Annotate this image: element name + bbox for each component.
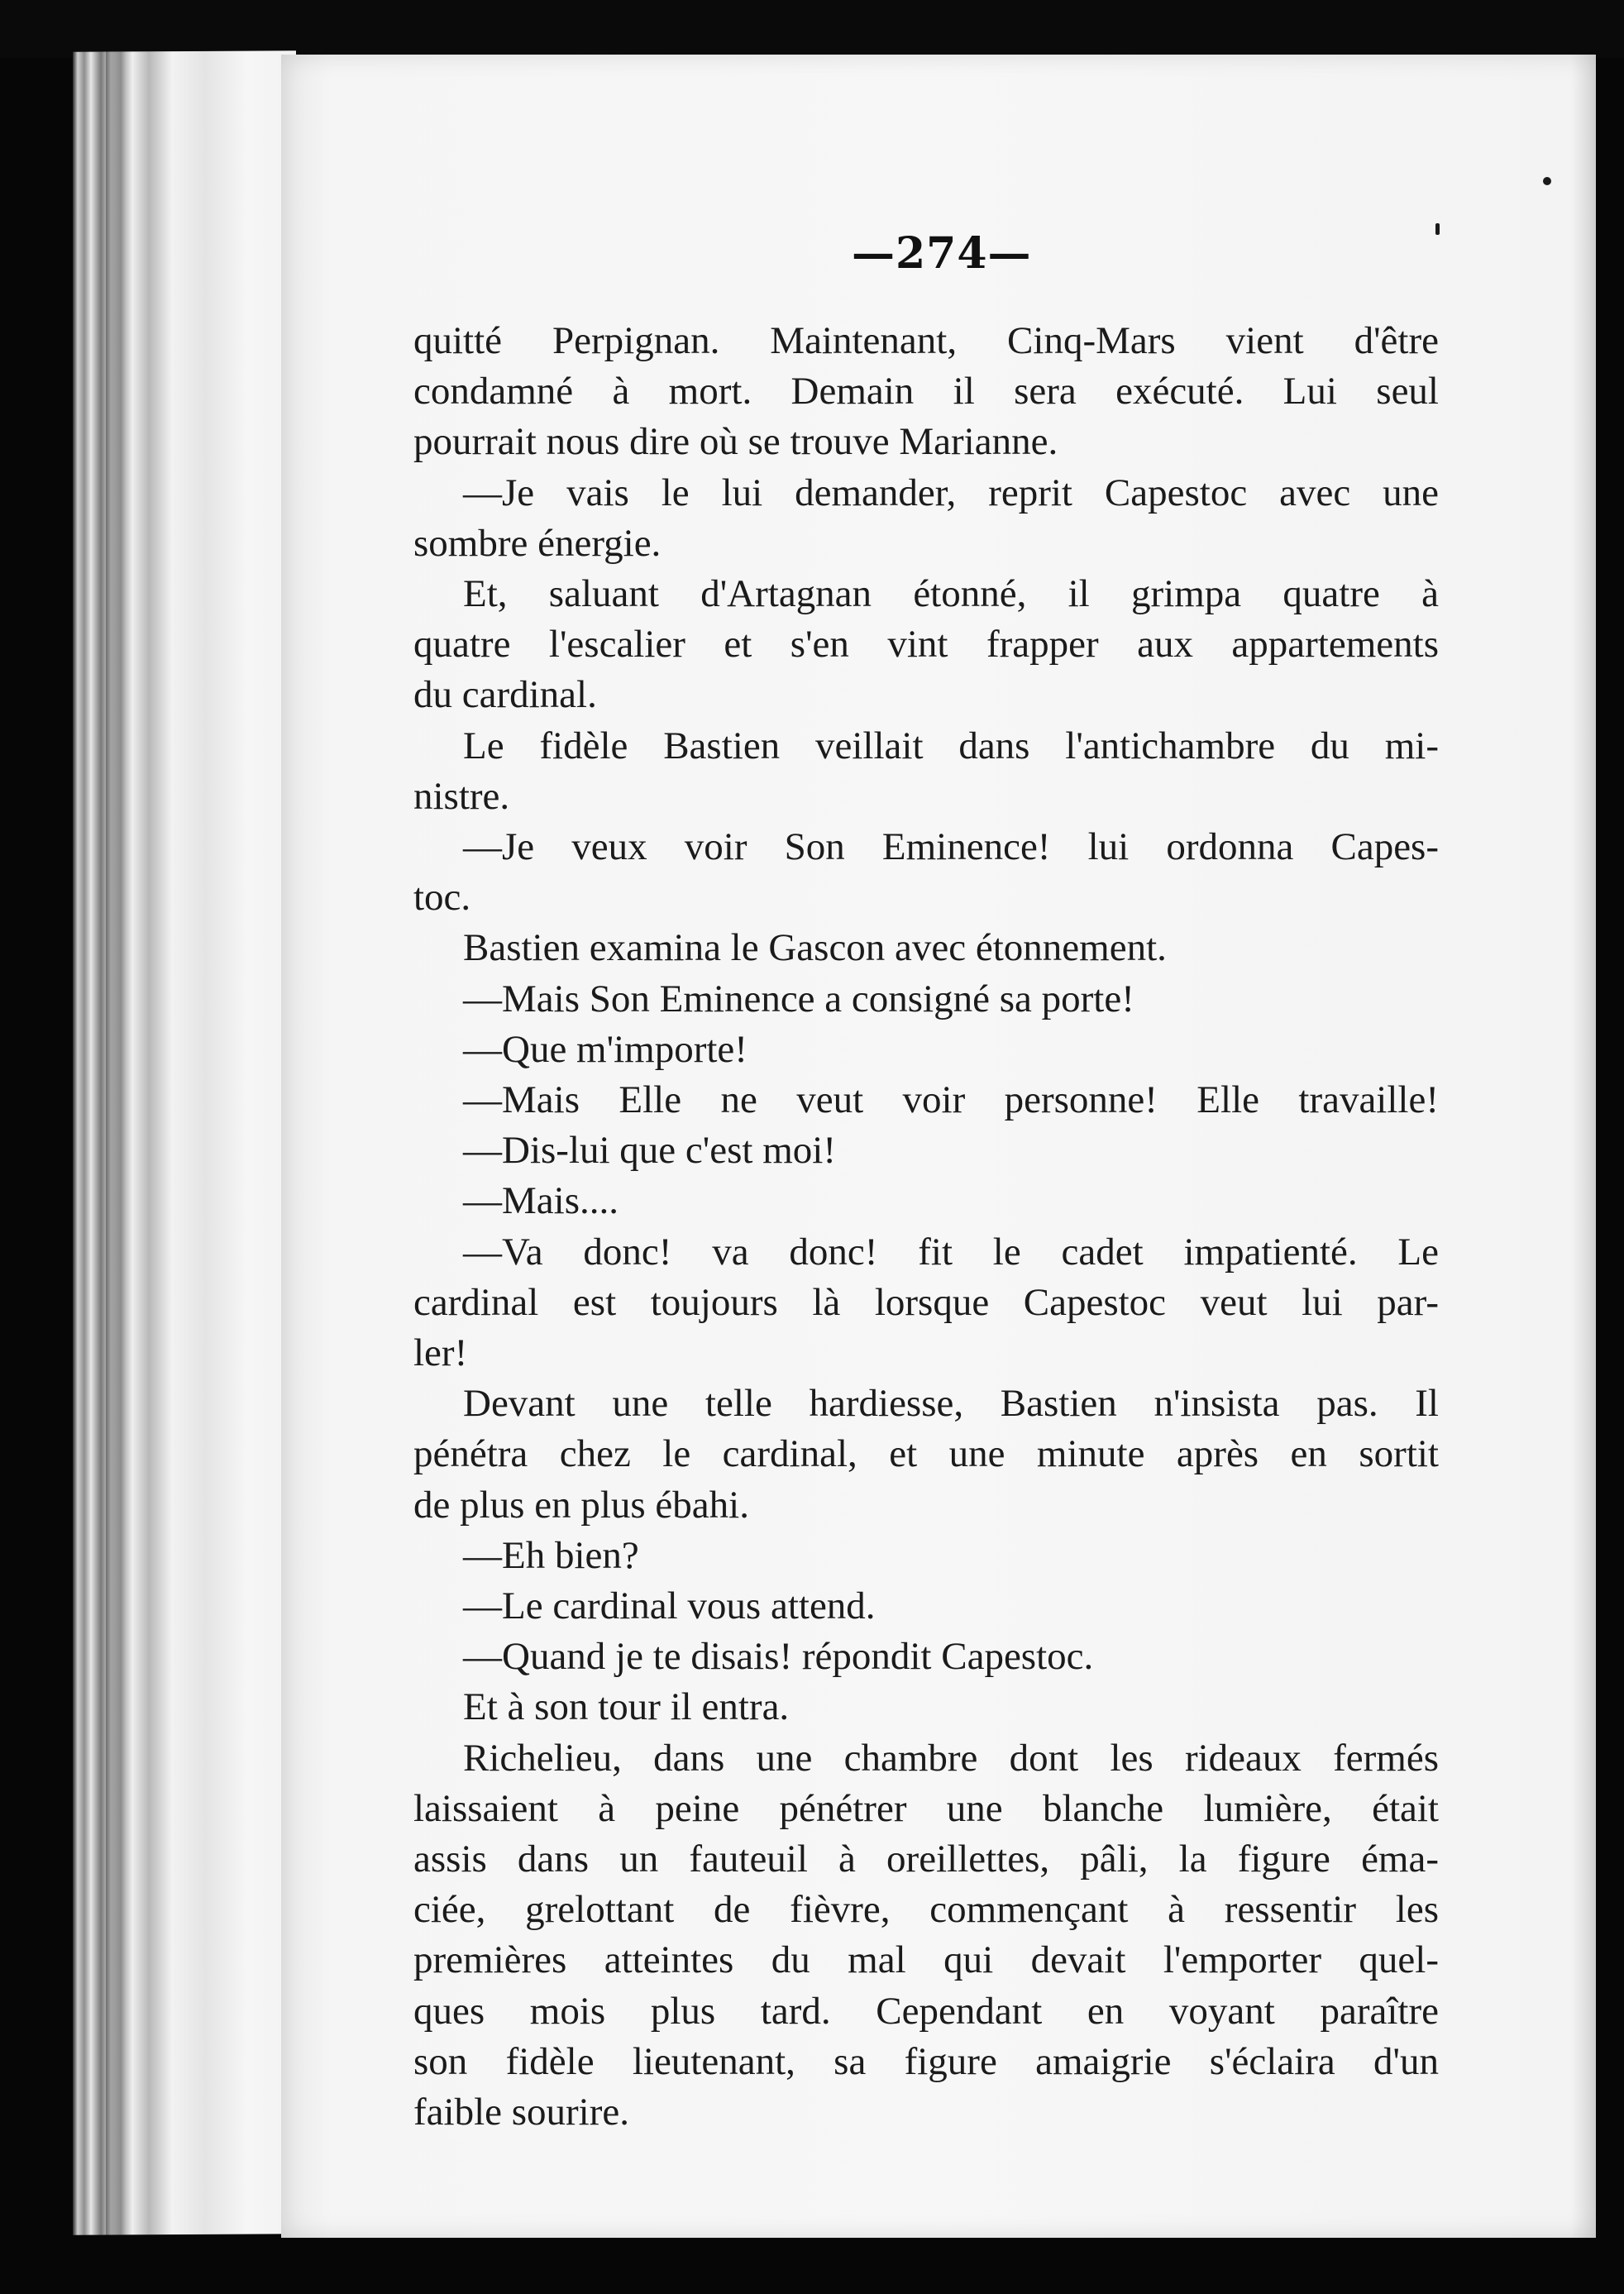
text-line: quatre l'escalier et s'en vint frapper aux appartements — [413, 623, 1439, 667]
text-line: —Mais Son Eminence a consigné sa porte! — [463, 977, 1134, 1020]
text-line: Devant une telle hardiesse, Bastien n'insista pas. Il — [463, 1382, 1439, 1426]
text-line: faible sourire. — [413, 2091, 630, 2134]
text-line: —Le cardinal vous attend. — [463, 1584, 876, 1627]
text-line: —Je veux voir Son Eminence! lui ordonna Capes- — [463, 825, 1439, 868]
text-line: de plus en plus ébahi. — [413, 1483, 749, 1527]
page-number: —274— — [852, 228, 1032, 279]
page-edges — [73, 50, 296, 2234]
text-line: premières atteintes du mal qui devait l'emporter quel- — [413, 1938, 1439, 1982]
text-line: nistre. — [413, 774, 510, 818]
text-line: —Quand je te disais! répondit Capestoc. — [463, 1635, 1094, 1679]
text-line: pénétra chez le cardinal, et une minute après en sortit — [413, 1432, 1439, 1476]
text-line: Et, saluant d'Artagnan étonné, il grimpa quatre à — [463, 572, 1439, 615]
text-line: assis dans un fauteuil à oreillettes, pâli, la figure éma- — [413, 1838, 1439, 1881]
text-line: —Mais Elle ne veut voir personne! Elle travaille! — [463, 1078, 1439, 1121]
text-line: ques mois plus tard. Cependant en voyant paraître — [413, 1989, 1439, 2033]
text-line: Bastien examina le Gascon avec étonnement. — [463, 926, 1167, 970]
text-line: Le fidèle Bastien veillait dans l'antichambre du mi- — [463, 724, 1439, 767]
text-line: sombre énergie. — [413, 521, 662, 565]
text-line: ler! — [413, 1331, 468, 1374]
text-line: Richelieu, dans une chambre dont les rideaux fermés — [463, 1736, 1439, 1780]
text-line: toc. — [413, 876, 471, 920]
text-line: —Va donc! va donc! fit le cadet impatienté. Le — [463, 1230, 1439, 1274]
text-line: —Je vais le lui demander, reprit Capestoc avec une — [463, 471, 1439, 514]
film-border — [0, 0, 1624, 58]
text-line: du cardinal. — [413, 673, 597, 717]
speck-mark — [1543, 177, 1551, 185]
text-line: —Mais.... — [463, 1179, 619, 1223]
text-line: pourrait nous dire où se trouve Marianne. — [413, 420, 1058, 464]
text-line: son fidèle lieutenant, sa figure amaigrie s'éclaira d'un — [413, 2039, 1439, 2083]
text-line: Et à son tour il entra. — [463, 1685, 790, 1729]
page-edge-shadow — [106, 51, 126, 2234]
speck-mark — [1435, 223, 1440, 235]
text-line: cardinal est toujours là lorsque Capestoc veut lui par- — [413, 1280, 1439, 1324]
text-line: —Que m'importe! — [463, 1027, 748, 1071]
text-line: —Dis-lui que c'est moi! — [463, 1129, 836, 1173]
text-line: ciée, grelottant de fièvre, commençant à ressentir les — [413, 1888, 1439, 1932]
text-line: quitté Perpignan. Maintenant, Cinq-Mars vient d'être — [413, 319, 1439, 362]
text-line: condamné à mort. Demain il sera exécuté. Lui seul — [413, 370, 1439, 413]
text-line: laissaient à peine pénétrer une blanche lumière, était — [413, 1786, 1439, 1830]
text-line: —Eh bien? — [463, 1533, 639, 1577]
